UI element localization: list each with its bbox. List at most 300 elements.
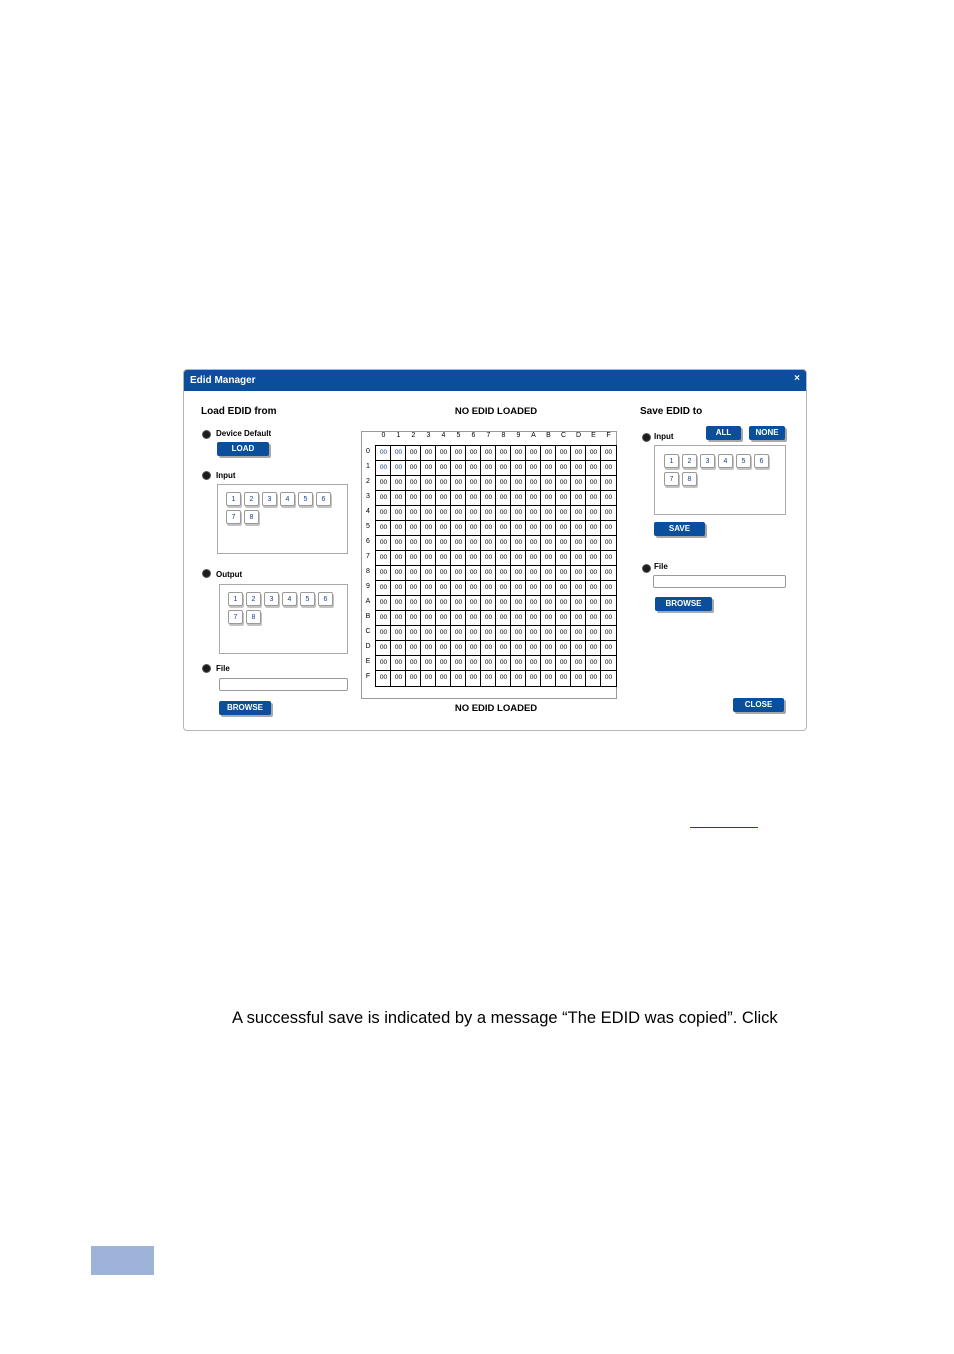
hex-cell[interactable]: 00 (435, 460, 452, 477)
hex-cell[interactable]: 00 (510, 565, 527, 582)
hex-cell[interactable]: 00 (600, 625, 617, 642)
hex-cell[interactable]: 00 (405, 580, 422, 597)
hex-cell[interactable]: 00 (450, 520, 467, 537)
hex-row-header: 0 (366, 448, 370, 455)
hex-cell[interactable]: 00 (465, 655, 482, 672)
none-button[interactable]: NONE (749, 426, 785, 440)
hex-cell[interactable]: 00 (495, 445, 512, 462)
hex-cell[interactable]: 00 (480, 595, 497, 612)
hex-cell[interactable]: 00 (540, 565, 557, 582)
hex-cell[interactable]: 00 (555, 640, 572, 657)
hex-cell[interactable]: 00 (510, 610, 527, 627)
hex-cell[interactable]: 00 (510, 505, 527, 522)
hex-cell[interactable]: 00 (405, 535, 422, 552)
hex-cell[interactable]: 00 (540, 625, 557, 642)
load-output-button-7[interactable]: 7 (228, 610, 243, 624)
load-output-button-8[interactable]: 8 (246, 610, 261, 624)
hex-cell[interactable]: 00 (600, 610, 617, 627)
hex-cell[interactable]: 00 (510, 475, 527, 492)
hex-cell[interactable]: 00 (510, 445, 527, 462)
hex-cell[interactable]: 00 (435, 595, 452, 612)
hex-cell[interactable]: 00 (420, 640, 437, 657)
save-input-button-2[interactable]: 2 (682, 454, 697, 468)
hex-cell[interactable]: 00 (420, 520, 437, 537)
hex-cell[interactable]: 00 (540, 610, 557, 627)
save-browse-button[interactable]: BROWSE (655, 597, 712, 611)
hex-cell[interactable]: 00 (570, 505, 587, 522)
hex-cell[interactable]: 00 (570, 460, 587, 477)
hex-cell[interactable]: 00 (495, 625, 512, 642)
load-file-input[interactable] (219, 678, 348, 691)
hex-cell[interactable]: 00 (375, 445, 392, 462)
hex-cell[interactable]: 00 (435, 655, 452, 672)
hex-cell[interactable]: 00 (555, 490, 572, 507)
hex-cell[interactable]: 00 (435, 445, 452, 462)
close-icon[interactable]: × (794, 373, 800, 384)
save-input-button-5[interactable]: 5 (736, 454, 751, 468)
load-input-button-6[interactable]: 6 (316, 492, 331, 506)
hex-cell[interactable]: 00 (375, 655, 392, 672)
hex-cell[interactable]: 00 (435, 565, 452, 582)
hex-cell[interactable]: 00 (525, 460, 542, 477)
hex-cell[interactable]: 00 (510, 580, 527, 597)
hex-cell[interactable]: 00 (585, 595, 602, 612)
hex-cell[interactable]: 00 (525, 610, 542, 627)
hex-cell[interactable]: 00 (465, 610, 482, 627)
hex-cell[interactable]: 00 (420, 535, 437, 552)
load-output-button-1[interactable]: 1 (228, 592, 243, 606)
hex-cell[interactable]: 00 (390, 565, 407, 582)
hex-cell[interactable]: 00 (375, 595, 392, 612)
hex-cell[interactable]: 00 (570, 625, 587, 642)
hex-cell[interactable]: 00 (435, 550, 452, 567)
hex-cell[interactable]: 00 (540, 475, 557, 492)
hex-cell[interactable]: 00 (465, 535, 482, 552)
load-input-button-1[interactable]: 1 (226, 492, 241, 506)
save-input-radio[interactable] (642, 433, 651, 442)
hex-cell[interactable]: 00 (405, 625, 422, 642)
hex-cell[interactable]: 00 (585, 640, 602, 657)
hex-cell[interactable]: 00 (510, 490, 527, 507)
hex-cell[interactable]: 00 (585, 475, 602, 492)
load-output-button-2[interactable]: 2 (246, 592, 261, 606)
hex-cell[interactable]: 00 (555, 670, 572, 687)
hex-cell[interactable]: 00 (495, 565, 512, 582)
hex-cell[interactable]: 00 (420, 460, 437, 477)
hex-cell[interactable]: 00 (405, 670, 422, 687)
dialog-titlebar[interactable] (184, 370, 806, 391)
hex-cell[interactable]: 00 (600, 520, 617, 537)
hex-cell[interactable]: 00 (510, 460, 527, 477)
hex-cell[interactable]: 00 (480, 625, 497, 642)
hex-cell[interactable]: 00 (390, 505, 407, 522)
output-radio[interactable] (202, 569, 211, 578)
hex-cell[interactable]: 00 (480, 565, 497, 582)
hex-cell[interactable]: 00 (495, 505, 512, 522)
hex-cell[interactable]: 00 (570, 520, 587, 537)
hex-cell[interactable]: 00 (375, 475, 392, 492)
hex-cell[interactable]: 00 (465, 625, 482, 642)
hex-cell[interactable]: 00 (555, 565, 572, 582)
hex-cell[interactable]: 00 (585, 535, 602, 552)
hex-cell[interactable]: 00 (405, 655, 422, 672)
hex-cell[interactable]: 00 (390, 625, 407, 642)
hex-cell[interactable]: 00 (585, 505, 602, 522)
hex-cell[interactable]: 00 (555, 475, 572, 492)
hex-cell[interactable]: 00 (405, 505, 422, 522)
body-text: A successful save is indicated by a message “The EDID was copied”. Click (232, 1009, 778, 1027)
hex-cell[interactable]: 00 (465, 490, 482, 507)
hex-cell[interactable]: 00 (585, 565, 602, 582)
hex-cell[interactable]: 00 (435, 580, 452, 597)
hex-cell[interactable]: 00 (390, 535, 407, 552)
hex-cell[interactable]: 00 (435, 670, 452, 687)
hex-cell[interactable]: 00 (585, 550, 602, 567)
load-input-button-5[interactable]: 5 (298, 492, 313, 506)
hex-cell[interactable]: 00 (375, 670, 392, 687)
hex-cell[interactable]: 00 (375, 580, 392, 597)
hex-cell[interactable]: 00 (555, 550, 572, 567)
hex-cell[interactable]: 00 (600, 640, 617, 657)
hex-cell[interactable]: 00 (600, 475, 617, 492)
hex-cell[interactable]: 00 (465, 460, 482, 477)
hex-cell[interactable]: 00 (405, 595, 422, 612)
hex-cell[interactable]: 00 (510, 535, 527, 552)
save-input-button-3[interactable]: 3 (700, 454, 715, 468)
hex-cell[interactable]: 00 (540, 535, 557, 552)
hex-cell[interactable]: 00 (585, 655, 602, 672)
hex-cell[interactable]: 00 (585, 445, 602, 462)
hex-cell[interactable]: 00 (375, 535, 392, 552)
hex-cell[interactable]: 00 (540, 670, 557, 687)
hex-cell[interactable]: 00 (450, 670, 467, 687)
hex-cell[interactable]: 00 (540, 655, 557, 672)
close-button[interactable]: CLOSE (733, 698, 784, 712)
save-file-radio[interactable] (642, 564, 651, 573)
all-button[interactable]: ALL (706, 426, 741, 440)
hex-cell[interactable]: 00 (480, 505, 497, 522)
hex-cell[interactable]: 00 (585, 625, 602, 642)
hex-cell[interactable]: 00 (585, 610, 602, 627)
hex-cell[interactable]: 00 (405, 640, 422, 657)
save-input-button-4[interactable]: 4 (718, 454, 733, 468)
hex-cell[interactable]: 00 (450, 610, 467, 627)
hex-cell[interactable]: 00 (390, 445, 407, 462)
hex-cell[interactable]: 00 (600, 670, 617, 687)
hex-cell[interactable]: 00 (435, 490, 452, 507)
hex-cell[interactable]: 00 (390, 520, 407, 537)
hex-cell[interactable]: 00 (465, 445, 482, 462)
hex-cell[interactable]: 00 (525, 655, 542, 672)
hex-cell[interactable]: 00 (450, 475, 467, 492)
hex-cell[interactable]: 00 (525, 445, 542, 462)
hex-cell[interactable]: 00 (585, 460, 602, 477)
hex-cell[interactable]: 00 (570, 550, 587, 567)
hex-cell[interactable]: 00 (480, 670, 497, 687)
hex-cell[interactable]: 00 (510, 655, 527, 672)
hex-cell[interactable]: 00 (465, 580, 482, 597)
hex-cell[interactable]: 00 (420, 625, 437, 642)
hex-cell[interactable]: 00 (405, 550, 422, 567)
load-file-radio[interactable] (202, 664, 211, 673)
hex-cell[interactable]: 00 (405, 520, 422, 537)
save-input-button-1[interactable]: 1 (664, 454, 679, 468)
hex-cell[interactable]: 00 (510, 640, 527, 657)
hex-cell[interactable]: 00 (405, 460, 422, 477)
hex-cell[interactable]: 00 (525, 535, 542, 552)
hex-cell[interactable]: 00 (540, 505, 557, 522)
hex-cell[interactable]: 00 (375, 460, 392, 477)
hex-cell[interactable]: 00 (405, 565, 422, 582)
hex-cell[interactable]: 00 (375, 550, 392, 567)
hex-cell[interactable]: 00 (585, 520, 602, 537)
hex-cell[interactable]: 00 (480, 640, 497, 657)
hex-cell[interactable]: 00 (465, 595, 482, 612)
load-input-button-3[interactable]: 3 (262, 492, 277, 506)
hex-cell[interactable]: 00 (390, 655, 407, 672)
hex-cell[interactable]: 00 (450, 445, 467, 462)
hex-cell[interactable]: 00 (510, 520, 527, 537)
hex-cell[interactable]: 00 (450, 580, 467, 597)
hex-cell[interactable]: 00 (495, 535, 512, 552)
hex-cell[interactable]: 00 (405, 610, 422, 627)
hex-cell[interactable]: 00 (570, 475, 587, 492)
hex-cell[interactable]: 00 (450, 535, 467, 552)
hex-cell[interactable]: 00 (435, 610, 452, 627)
hex-cell[interactable]: 00 (390, 670, 407, 687)
hex-cell[interactable]: 00 (525, 490, 542, 507)
hex-cell[interactable]: 00 (450, 460, 467, 477)
hex-cell[interactable]: 00 (435, 505, 452, 522)
hex-cell[interactable]: 00 (570, 655, 587, 672)
hex-cell[interactable]: 00 (495, 655, 512, 672)
hex-cell[interactable]: 00 (495, 640, 512, 657)
hex-cell[interactable]: 00 (480, 475, 497, 492)
hex-cell[interactable]: 00 (480, 490, 497, 507)
hex-cell[interactable]: 00 (495, 520, 512, 537)
hex-cell[interactable]: 00 (540, 460, 557, 477)
hex-cell[interactable]: 00 (600, 550, 617, 567)
hex-cell[interactable]: 00 (375, 640, 392, 657)
hex-cell[interactable]: 00 (480, 580, 497, 597)
load-input-button-7[interactable]: 7 (226, 510, 241, 524)
save-input-button-8[interactable]: 8 (682, 472, 697, 486)
hex-cell[interactable]: 00 (495, 460, 512, 477)
hex-cell[interactable]: 00 (570, 445, 587, 462)
hex-cell[interactable]: 00 (570, 565, 587, 582)
link-underline[interactable] (690, 827, 758, 828)
hex-cell[interactable]: 00 (525, 640, 542, 657)
hex-cell[interactable]: 00 (480, 610, 497, 627)
hex-cell[interactable]: 00 (540, 640, 557, 657)
hex-cell[interactable]: 00 (600, 580, 617, 597)
hex-cell[interactable]: 00 (435, 475, 452, 492)
save-button[interactable]: SAVE (654, 522, 705, 536)
hex-cell[interactable]: 00 (540, 595, 557, 612)
hex-cell[interactable]: 00 (570, 535, 587, 552)
hex-cell[interactable]: 00 (525, 670, 542, 687)
hex-cell[interactable]: 00 (570, 640, 587, 657)
hex-cell[interactable]: 00 (555, 505, 572, 522)
hex-cell[interactable]: 00 (585, 580, 602, 597)
hex-cell[interactable]: 00 (435, 535, 452, 552)
hex-cell[interactable]: 00 (420, 550, 437, 567)
hex-cell[interactable]: 00 (420, 505, 437, 522)
save-input-button-7[interactable]: 7 (664, 472, 679, 486)
hex-cell[interactable]: 00 (480, 445, 497, 462)
load-output-button-4[interactable]: 4 (282, 592, 297, 606)
hex-cell[interactable]: 00 (585, 490, 602, 507)
hex-cell[interactable]: 00 (510, 595, 527, 612)
hex-cell[interactable]: 00 (600, 445, 617, 462)
hex-cell[interactable]: 00 (525, 625, 542, 642)
hex-cell[interactable]: 00 (510, 550, 527, 567)
hex-cell[interactable]: 00 (450, 565, 467, 582)
hex-cell[interactable]: 00 (555, 595, 572, 612)
hex-cell[interactable]: 00 (570, 595, 587, 612)
hex-cell[interactable]: 00 (540, 445, 557, 462)
hex-cell[interactable]: 00 (555, 520, 572, 537)
hex-cell[interactable]: 00 (540, 490, 557, 507)
hex-cell[interactable]: 00 (420, 565, 437, 582)
load-output-button-5[interactable]: 5 (300, 592, 315, 606)
hex-cell[interactable]: 00 (480, 655, 497, 672)
hex-cell[interactable]: 00 (480, 460, 497, 477)
hex-cell[interactable]: 00 (570, 670, 587, 687)
load-button[interactable]: LOAD (217, 442, 269, 456)
hex-cell[interactable]: 00 (465, 475, 482, 492)
hex-cell[interactable]: 00 (570, 490, 587, 507)
hex-cell[interactable]: 00 (390, 595, 407, 612)
hex-cell[interactable]: 00 (555, 460, 572, 477)
hex-cell[interactable]: 00 (540, 520, 557, 537)
hex-cell[interactable]: 00 (465, 520, 482, 537)
hex-cell[interactable]: 00 (450, 595, 467, 612)
hex-cell[interactable]: 00 (375, 625, 392, 642)
hex-cell[interactable]: 00 (540, 580, 557, 597)
hex-cell[interactable]: 00 (390, 460, 407, 477)
hex-cell[interactable]: 00 (555, 535, 572, 552)
hex-cell[interactable]: 00 (450, 490, 467, 507)
hex-cell[interactable]: 00 (600, 655, 617, 672)
hex-cell[interactable]: 00 (450, 625, 467, 642)
hex-cell[interactable]: 00 (555, 580, 572, 597)
hex-cell[interactable]: 00 (540, 550, 557, 567)
hex-cell[interactable]: 00 (495, 670, 512, 687)
hex-cell[interactable]: 00 (570, 610, 587, 627)
hex-cell[interactable]: 00 (465, 565, 482, 582)
hex-cell[interactable]: 00 (390, 475, 407, 492)
hex-cell[interactable]: 00 (435, 640, 452, 657)
hex-cell[interactable]: 00 (420, 490, 437, 507)
hex-cell[interactable]: 00 (600, 595, 617, 612)
hex-cell[interactable]: 00 (420, 655, 437, 672)
save-file-input[interactable] (653, 575, 786, 588)
hex-cell[interactable]: 00 (375, 505, 392, 522)
hex-cell[interactable]: 00 (555, 625, 572, 642)
hex-cell[interactable]: 00 (375, 565, 392, 582)
hex-cell[interactable]: 00 (600, 490, 617, 507)
hex-cell[interactable]: 00 (585, 670, 602, 687)
hex-cell[interactable]: 00 (420, 595, 437, 612)
hex-cell[interactable]: 00 (405, 475, 422, 492)
hex-cell[interactable]: 00 (495, 580, 512, 597)
hex-cell[interactable]: 00 (525, 580, 542, 597)
hex-cell[interactable]: 00 (420, 475, 437, 492)
load-input-button-8[interactable]: 8 (244, 510, 259, 524)
hex-cell[interactable]: 00 (510, 670, 527, 687)
hex-cell[interactable]: 00 (600, 460, 617, 477)
hex-cell[interactable]: 00 (420, 445, 437, 462)
load-output-button-6[interactable]: 6 (318, 592, 333, 606)
hex-cell[interactable]: 00 (480, 550, 497, 567)
input-radio[interactable] (202, 471, 211, 480)
hex-cell[interactable]: 00 (555, 610, 572, 627)
hex-cell[interactable]: 00 (495, 595, 512, 612)
hex-cell[interactable]: 00 (465, 505, 482, 522)
device-default-radio[interactable] (202, 430, 211, 439)
load-browse-button[interactable]: BROWSE (219, 701, 271, 715)
hex-cell[interactable]: 00 (495, 550, 512, 567)
hex-cell[interactable]: 00 (525, 550, 542, 567)
hex-cell[interactable]: 00 (405, 445, 422, 462)
hex-cell[interactable]: 00 (525, 595, 542, 612)
hex-cell[interactable]: 00 (375, 520, 392, 537)
load-input-button-4[interactable]: 4 (280, 492, 295, 506)
hex-cell[interactable]: 00 (375, 610, 392, 627)
load-output-button-3[interactable]: 3 (264, 592, 279, 606)
hex-cell[interactable]: 00 (495, 475, 512, 492)
hex-cell[interactable]: 00 (600, 565, 617, 582)
hex-cell[interactable]: 00 (555, 445, 572, 462)
hex-cell[interactable]: 00 (450, 550, 467, 567)
hex-cell[interactable]: 00 (405, 490, 422, 507)
hex-cell[interactable]: 00 (435, 520, 452, 537)
hex-cell[interactable]: 00 (465, 550, 482, 567)
save-input-button-6[interactable]: 6 (754, 454, 769, 468)
hex-cell[interactable]: 00 (420, 610, 437, 627)
hex-cell[interactable]: 00 (480, 535, 497, 552)
hex-cell[interactable]: 00 (465, 640, 482, 657)
load-input-button-2[interactable]: 2 (244, 492, 259, 506)
hex-cell[interactable]: 00 (375, 490, 392, 507)
hex-cell[interactable]: 00 (390, 580, 407, 597)
hex-cell[interactable]: 00 (525, 565, 542, 582)
hex-cell[interactable]: 00 (390, 610, 407, 627)
hex-cell[interactable]: 00 (465, 670, 482, 687)
hex-cell[interactable]: 00 (390, 550, 407, 567)
hex-cell[interactable]: 00 (495, 490, 512, 507)
hex-cell[interactable]: 00 (390, 640, 407, 657)
hex-cell[interactable]: 00 (390, 490, 407, 507)
hex-cell[interactable]: 00 (600, 535, 617, 552)
hex-cell[interactable]: 00 (420, 580, 437, 597)
hex-cell[interactable]: 00 (450, 640, 467, 657)
hex-cell[interactable]: 00 (600, 505, 617, 522)
hex-cell[interactable]: 00 (525, 520, 542, 537)
hex-cell[interactable]: 00 (570, 580, 587, 597)
hex-cell[interactable]: 00 (435, 625, 452, 642)
hex-cell[interactable]: 00 (555, 655, 572, 672)
hex-cell[interactable]: 00 (450, 655, 467, 672)
hex-cell[interactable]: 00 (420, 670, 437, 687)
hex-cell[interactable]: 00 (495, 610, 512, 627)
hex-cell[interactable]: 00 (525, 505, 542, 522)
hex-cell[interactable]: 00 (525, 475, 542, 492)
hex-cell[interactable]: 00 (480, 520, 497, 537)
hex-cell[interactable]: 00 (510, 625, 527, 642)
hex-cell[interactable]: 00 (450, 505, 467, 522)
